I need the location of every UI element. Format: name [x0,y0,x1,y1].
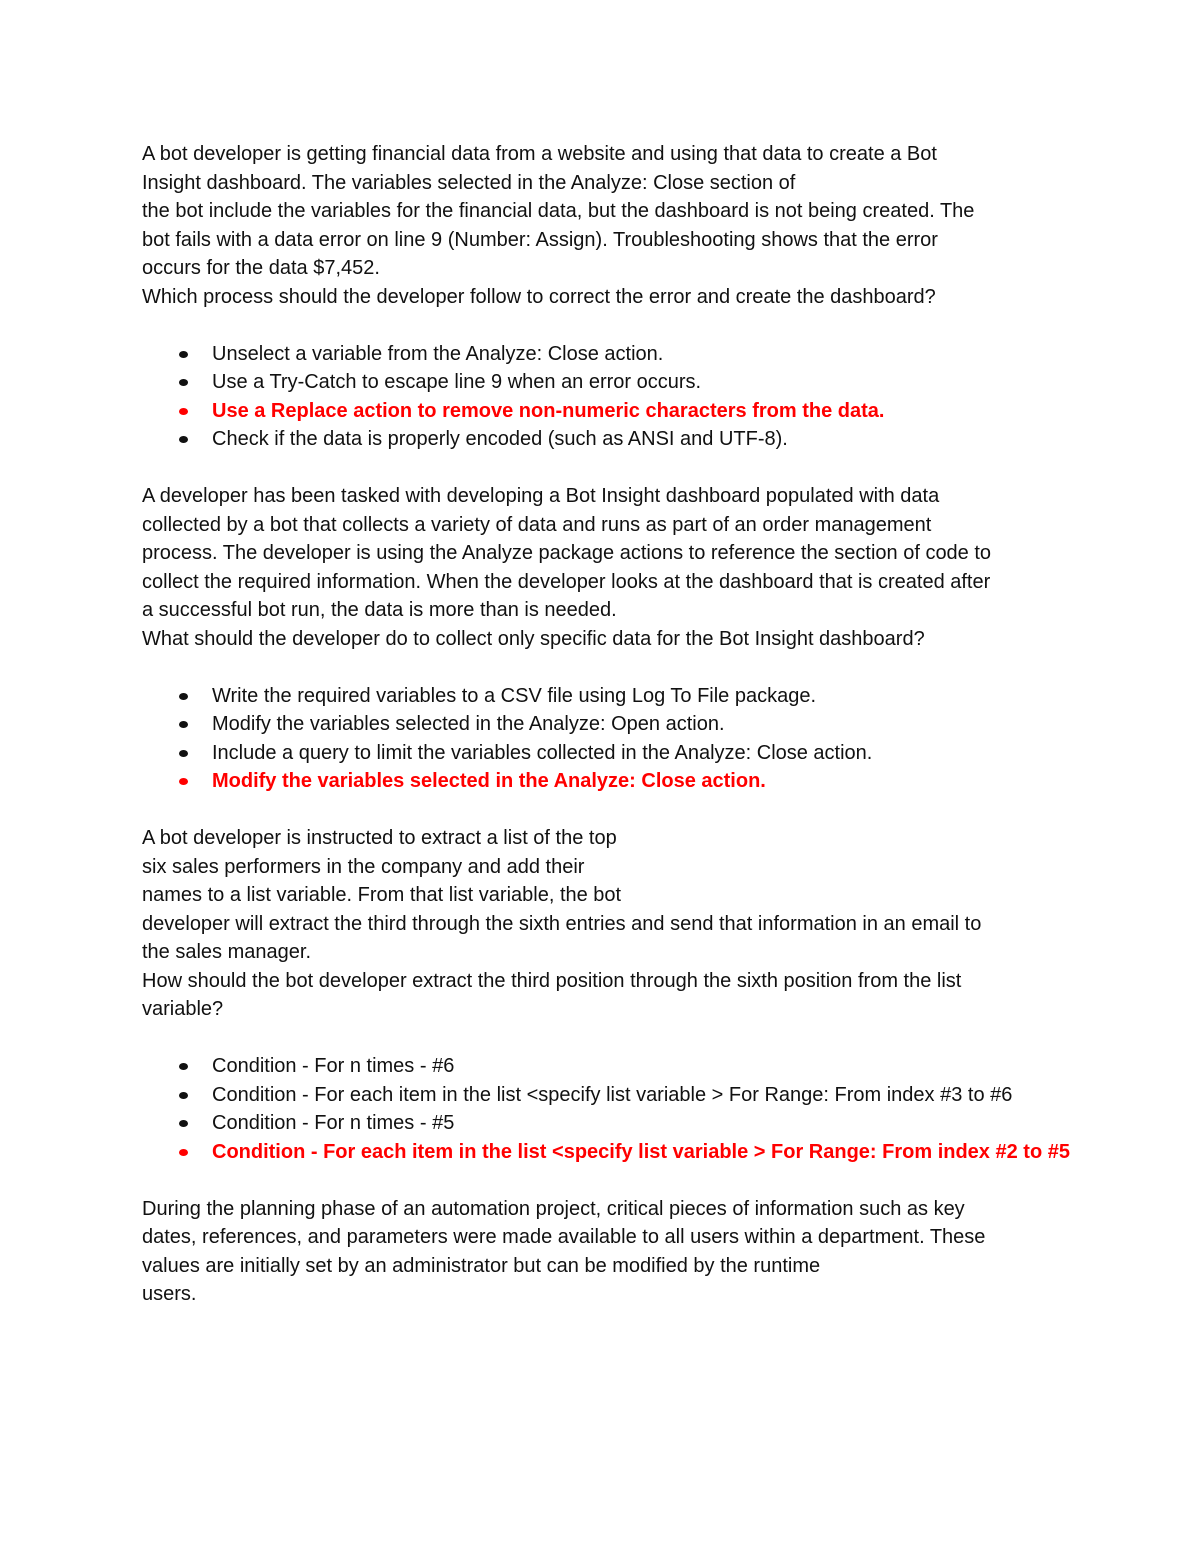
option-item [142,1052,1072,1081]
option-item [142,1109,1072,1138]
text-line: A developer has been tasked with developing a Bot Insight dashboard populated with data [142,485,940,507]
option-item [142,1081,1072,1110]
question-3-text [142,824,1072,1024]
text-line: Insight dashboard. The variables selected in the Analyze: Close section of [142,171,796,194]
question-prompt: What should the developer do to collect only specific data for the Bot Insight dashboard? [142,627,925,650]
bullet-icon [179,408,188,415]
question-prompt: Which process should the developer follow to correct the error and create the dashboard? [142,285,936,308]
text-line: the bot include the variables for the financial data, but the dashboard is not being created. The [142,200,975,222]
text-line: dates, references, and parameters were made available to all users within a department. These [142,1226,986,1248]
question-4 [142,1195,1072,1309]
option-item [142,710,1072,739]
bullet-icon [179,778,188,785]
option-item [142,425,1072,454]
text-line: users. [142,1283,197,1305]
option-text: Modify the variables selected in the Analyze: Open action. [212,713,725,735]
text-line: the sales manager. [142,941,311,963]
option-item [142,340,1072,369]
text-line: occurs for the data $7,452. [142,257,380,279]
option-text: Use a Replace action to remove non-numeric characters from the data. [212,399,885,422]
option-item [142,739,1072,768]
option-text: Unselect a variable from the Analyze: Close action. [212,342,664,365]
text-line: values are initially set by an administrator but can be modified by the runtime [142,1254,821,1277]
text-line: During the planning phase of an automation project, critical pieces of information such as key [142,1197,965,1220]
text-line: six sales performers in the company and add their [142,855,585,878]
text-line: A bot developer is getting financial data from a website and using that data to create a Bot [142,143,937,165]
correct-option-item [142,767,1072,796]
correct-option-item [142,1138,1072,1167]
question-3-options [142,1052,1072,1166]
bullet-icon [179,1149,188,1156]
option-text: Write the required variables to a CSV file using Log To File package. [212,684,817,707]
text-line: process. The developer is using the Analyze package actions to reference the section of code to [142,542,992,564]
bullet-icon [179,1092,188,1099]
question-prompt: variable? [142,998,224,1020]
text-line: a successful bot run, the data is more than is needed. [142,599,617,621]
text-line: collect the required information. When the developer looks at the dashboard that is created after [142,570,991,593]
option-text: Condition - For each item in the list <specify list variable > For Range: From index #3 to #6 [212,1083,1013,1106]
option-text: Condition - For n times - #5 [212,1112,455,1134]
bullet-icon [179,750,188,757]
question-2-text [142,482,1072,653]
option-text: Condition - For n times - #6 [212,1055,455,1077]
bullet-icon [179,379,188,386]
question-4-text [142,1195,1072,1309]
text-line: A bot developer is instructed to extract a list of the top [142,827,617,849]
text-line: bot fails with a data error on line 9 (Number: Assign). Troubleshooting shows that the error [142,228,938,251]
bullet-icon [179,1120,188,1127]
option-text: Use a Try-Catch to escape line 9 when an error occurs. [212,371,702,393]
text-line: collected by a bot that collects a variety of data and runs as part of an order management [142,513,932,536]
option-text: Condition - For each item in the list <specify list variable > For Range: From index #2 to #5 [212,1140,1070,1163]
question-2 [142,482,1072,824]
text-line: names to a list variable. From that list variable, the bot [142,884,622,906]
question-prompt: How should the bot developer extract the third position through the sixth position from the list [142,969,962,992]
correct-option-item [142,397,1072,426]
option-text: Modify the variables selected in the Analyze: Close action. [212,770,766,792]
question-2-options [142,682,1072,796]
document-body [142,140,1072,1309]
bullet-icon [179,351,188,358]
bullet-icon [179,1063,188,1070]
bullet-icon [179,693,188,700]
text-line: developer will extract the third through the sixth entries and send that information in an email to [142,912,982,935]
option-text: Check if the data is properly encoded (such as ANSI and UTF-8). [212,428,788,450]
bullet-icon [179,436,188,443]
question-1-options [142,340,1072,454]
option-item [142,368,1072,397]
question-1-text [142,140,1072,311]
question-3 [142,824,1072,1195]
option-item [142,682,1072,711]
question-1 [142,140,1072,482]
option-text: Include a query to limit the variables collected in the Analyze: Close action. [212,741,873,764]
bullet-icon [179,721,188,728]
